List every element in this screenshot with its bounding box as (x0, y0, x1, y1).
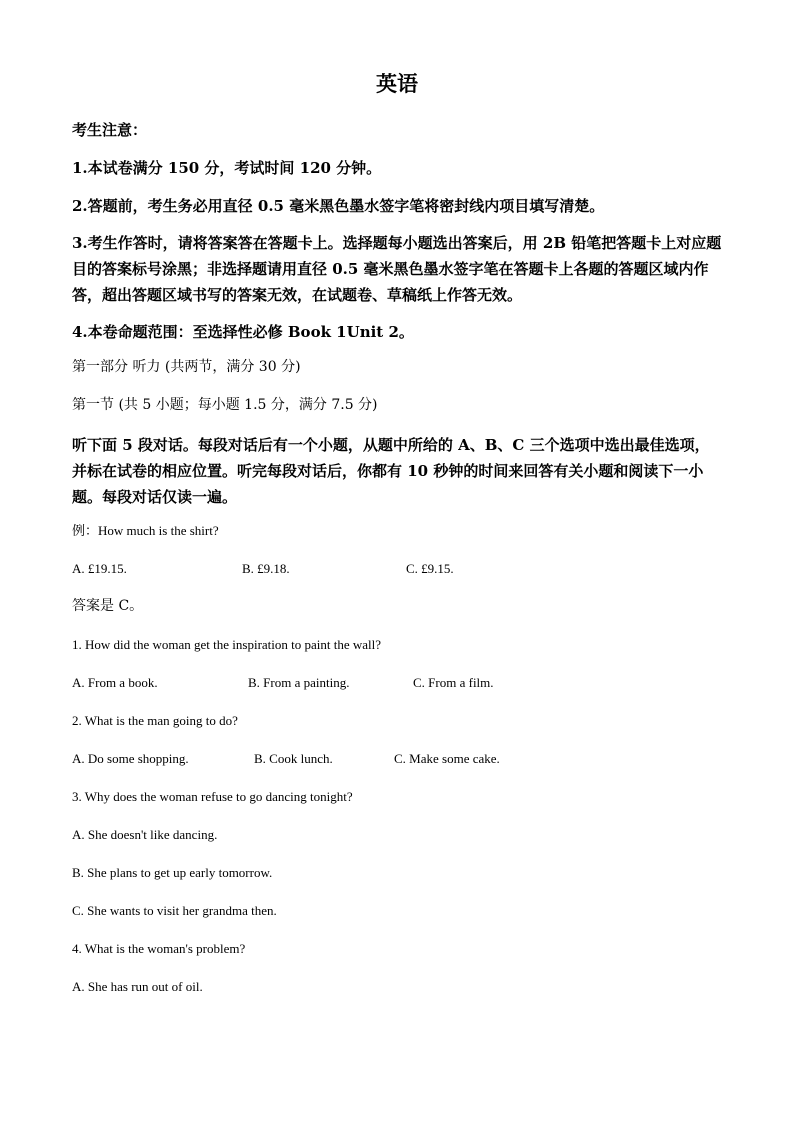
q1-option-c: C. From a film. (413, 675, 494, 690)
listening-instructions: 听下面 5 段对话。每段对话后有一个小题，从题中所给的 A、B、C 三个选项中选出最佳选项，并标在试卷的相应位置。听完每段对话后，你都有 10 秒钟的时间来回答有关小题和阅读下一小题。每段对话仅读一遍。 (72, 436, 710, 506)
example-answer: 答案是 C。 (72, 598, 144, 614)
example-option-a: A. £19.15. (72, 561, 127, 576)
q4-option-a: A. She has run out of oil. (72, 979, 203, 994)
q2-option-a: A. Do some shopping. (72, 751, 189, 766)
example-question: 例：How much is the shirt? (72, 523, 219, 538)
q2-option-b: B. Cook lunch. (254, 751, 333, 766)
question-2: 2. What is the man going to do? (72, 713, 238, 728)
q1-option-a: A. From a book. (72, 675, 158, 690)
q3-option-a: A. She doesn't like dancing. (72, 827, 218, 842)
section1-heading: 第一节 (共 5 小题；每小题 1.5 分，满分 7.5 分) (72, 397, 378, 413)
rule-2: 2.答题前，考生务必用直径 0.5 毫米黑色墨水签字笔将密封线内项目填写清楚。 (72, 197, 605, 215)
rule-3: 3.考生作答时，请将答案答在答题卡上。选择题每小题选出答案后，用 2B 铅笔把答题卡上对应题目的答案标号涂黑；非选择题请用直径 0.5 毫米黑色墨水签字笔在答题卡上各题的答题区域内作答，超出答题区域书写的答案无效，在试题卷、草稿纸上作答无效。 (72, 234, 722, 304)
question-3: 3. Why does the woman refuse to go dancing tonight? (72, 789, 353, 804)
page-title: 英语 (376, 71, 418, 96)
q3-option-c: C. She wants to visit her grandma then. (72, 903, 277, 918)
rule-4: 4.本卷命题范围：至选择性必修 Book 1Unit 2。 (72, 323, 414, 341)
q1-option-b: B. From a painting. (248, 675, 350, 690)
q3-option-b: B. She plans to get up early tomorrow. (72, 865, 273, 880)
part1-heading: 第一部分 听力 (共两节，满分 30 分) (72, 359, 301, 375)
question-1: 1. How did the woman get the inspiration to paint the wall? (72, 637, 382, 652)
q2-option-c: C. Make some cake. (394, 751, 500, 766)
example-option-b: B. £9.18. (242, 561, 290, 576)
notice-heading: 考生注意： (72, 121, 148, 139)
example-option-c: C. £9.15. (406, 561, 454, 576)
rule-1: 1.本试卷满分 150 分，考试时间 120 分钟。 (72, 159, 382, 177)
question-4: 4. What is the woman's problem? (72, 941, 246, 956)
